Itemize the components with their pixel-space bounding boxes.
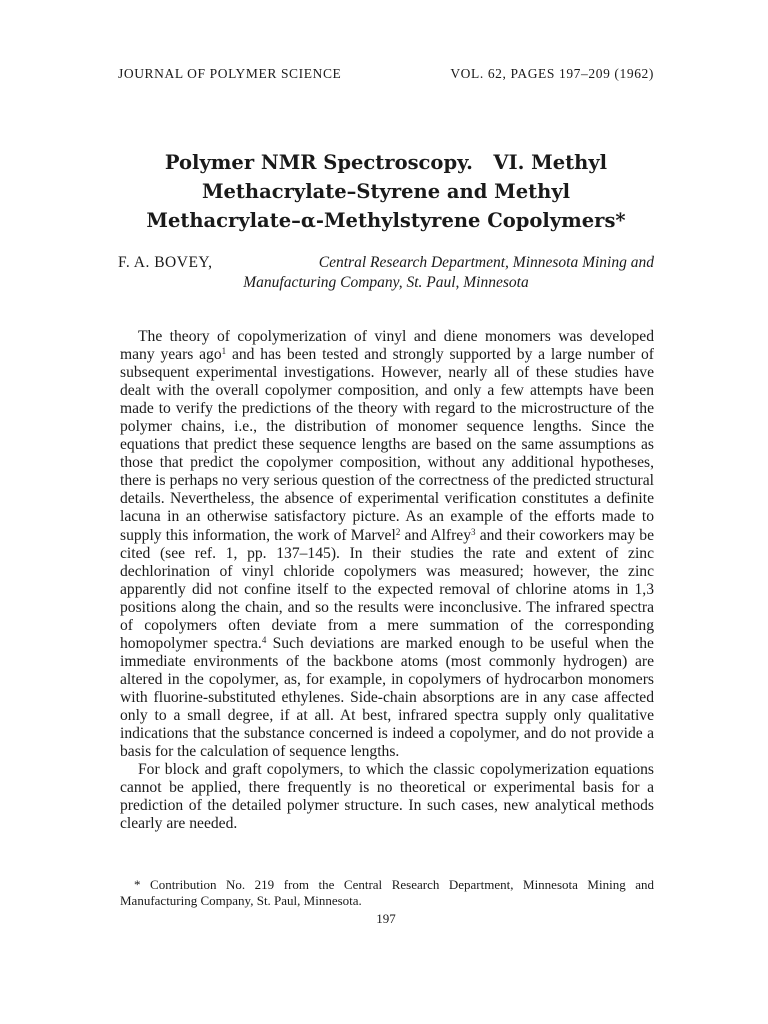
title-line-3: Methacrylate–α-Methylstyrene Copolymers* — [146, 209, 626, 232]
journal-name: JOURNAL OF POLYMER SCIENCE — [118, 66, 342, 81]
volume-pages: VOL. 62, PAGES 197–209 (1962) — [450, 66, 654, 81]
title-line-1: Polymer NMR Spectroscopy. VI. Methyl — [164, 151, 608, 174]
reference-4: 4 — [261, 634, 267, 645]
article-body — [120, 328, 654, 833]
title-line-2: Methacrylate–Styrene and Methyl — [201, 180, 571, 203]
running-head — [118, 66, 654, 82]
page-number: 197 — [376, 911, 396, 926]
footnote — [120, 877, 654, 909]
body-paragraph-2: For block and graft copolymers, to which the classic copolymerization equations cannot be applied, there frequently is no theoretical or experimental basis for a prediction of the detailed polymer structure. In such cases, new analytical methods clearly are needed. — [120, 761, 654, 833]
author-name: F. A. BOVEY, — [118, 254, 213, 271]
reference-3: 3 — [471, 526, 476, 537]
footnote-text: * Contribution No. 219 from the Central Research Department, Minnesota Mining and Manufacturing Company, St. Paul, Minnesota. — [120, 877, 654, 908]
author-block — [118, 253, 654, 293]
affiliation-line-1: Central Research Department, Minnesota Mining and — [318, 254, 654, 271]
article-title — [118, 148, 654, 235]
reference-1: 1 — [221, 346, 227, 357]
reference-2: 2 — [395, 526, 401, 537]
affiliation-line-2: Manufacturing Company, St. Paul, Minnesota — [243, 274, 529, 291]
body-paragraph-1: The theory of copolymerization of vinyl and diene monomers was developed many years ago$^1$ and has been tested and strongly supported by a large number of subsequent experimental investigations. However, nearly all of these studies have dealt with the overall copolymer composition, and only a few attempts have been made to verify the predictions of the theory with regard to the microstructure of the polymer chains, i.e., the distribution of monomer sequence lengths. Since the equations that predict these sequence lengths are based on the same assumptions as those that predict the copolymer composition, without any additional hypotheses, there is perhaps no very serious question of the correctness of the predicted structural details. Nevertheless, the absence of experimental verification constitutes a definite lacuna in an otherwise satisfactory picture. As an example of the efforts made to supply this information, the work of Marvel$^2$ and Alfrey$^3$ and their coworkers may be cited (see ref. 1, pp. 137–145). In their studies the rate and extent of zinc dechlorination of vinyl chloride copolymers was measured; however, the zinc apparently did not confine itself to the expected removal of chlorine atoms in 1,3 positions along the chain, and so the results were inconclusive. The infrared spectra of copolymers often deviate from a mere summation of the corresponding homopolymer spectra.$^4$ Such deviations are marked enough to be useful when the immediate environments of the backbone atoms (most commonly hydrogen) are altered in the copolymer, as, for example, in copolymers of hydrocarbon monomers with fluorine-substituted ethylenes. Side-chain absorptions are in any case affected only to a small degree, if at all. At best, infrared spectra supply only qualitative indications that the substance concerned is indeed a copolymer, and do not provide a basis for the calculation of sequence lengths. — [120, 328, 654, 761]
